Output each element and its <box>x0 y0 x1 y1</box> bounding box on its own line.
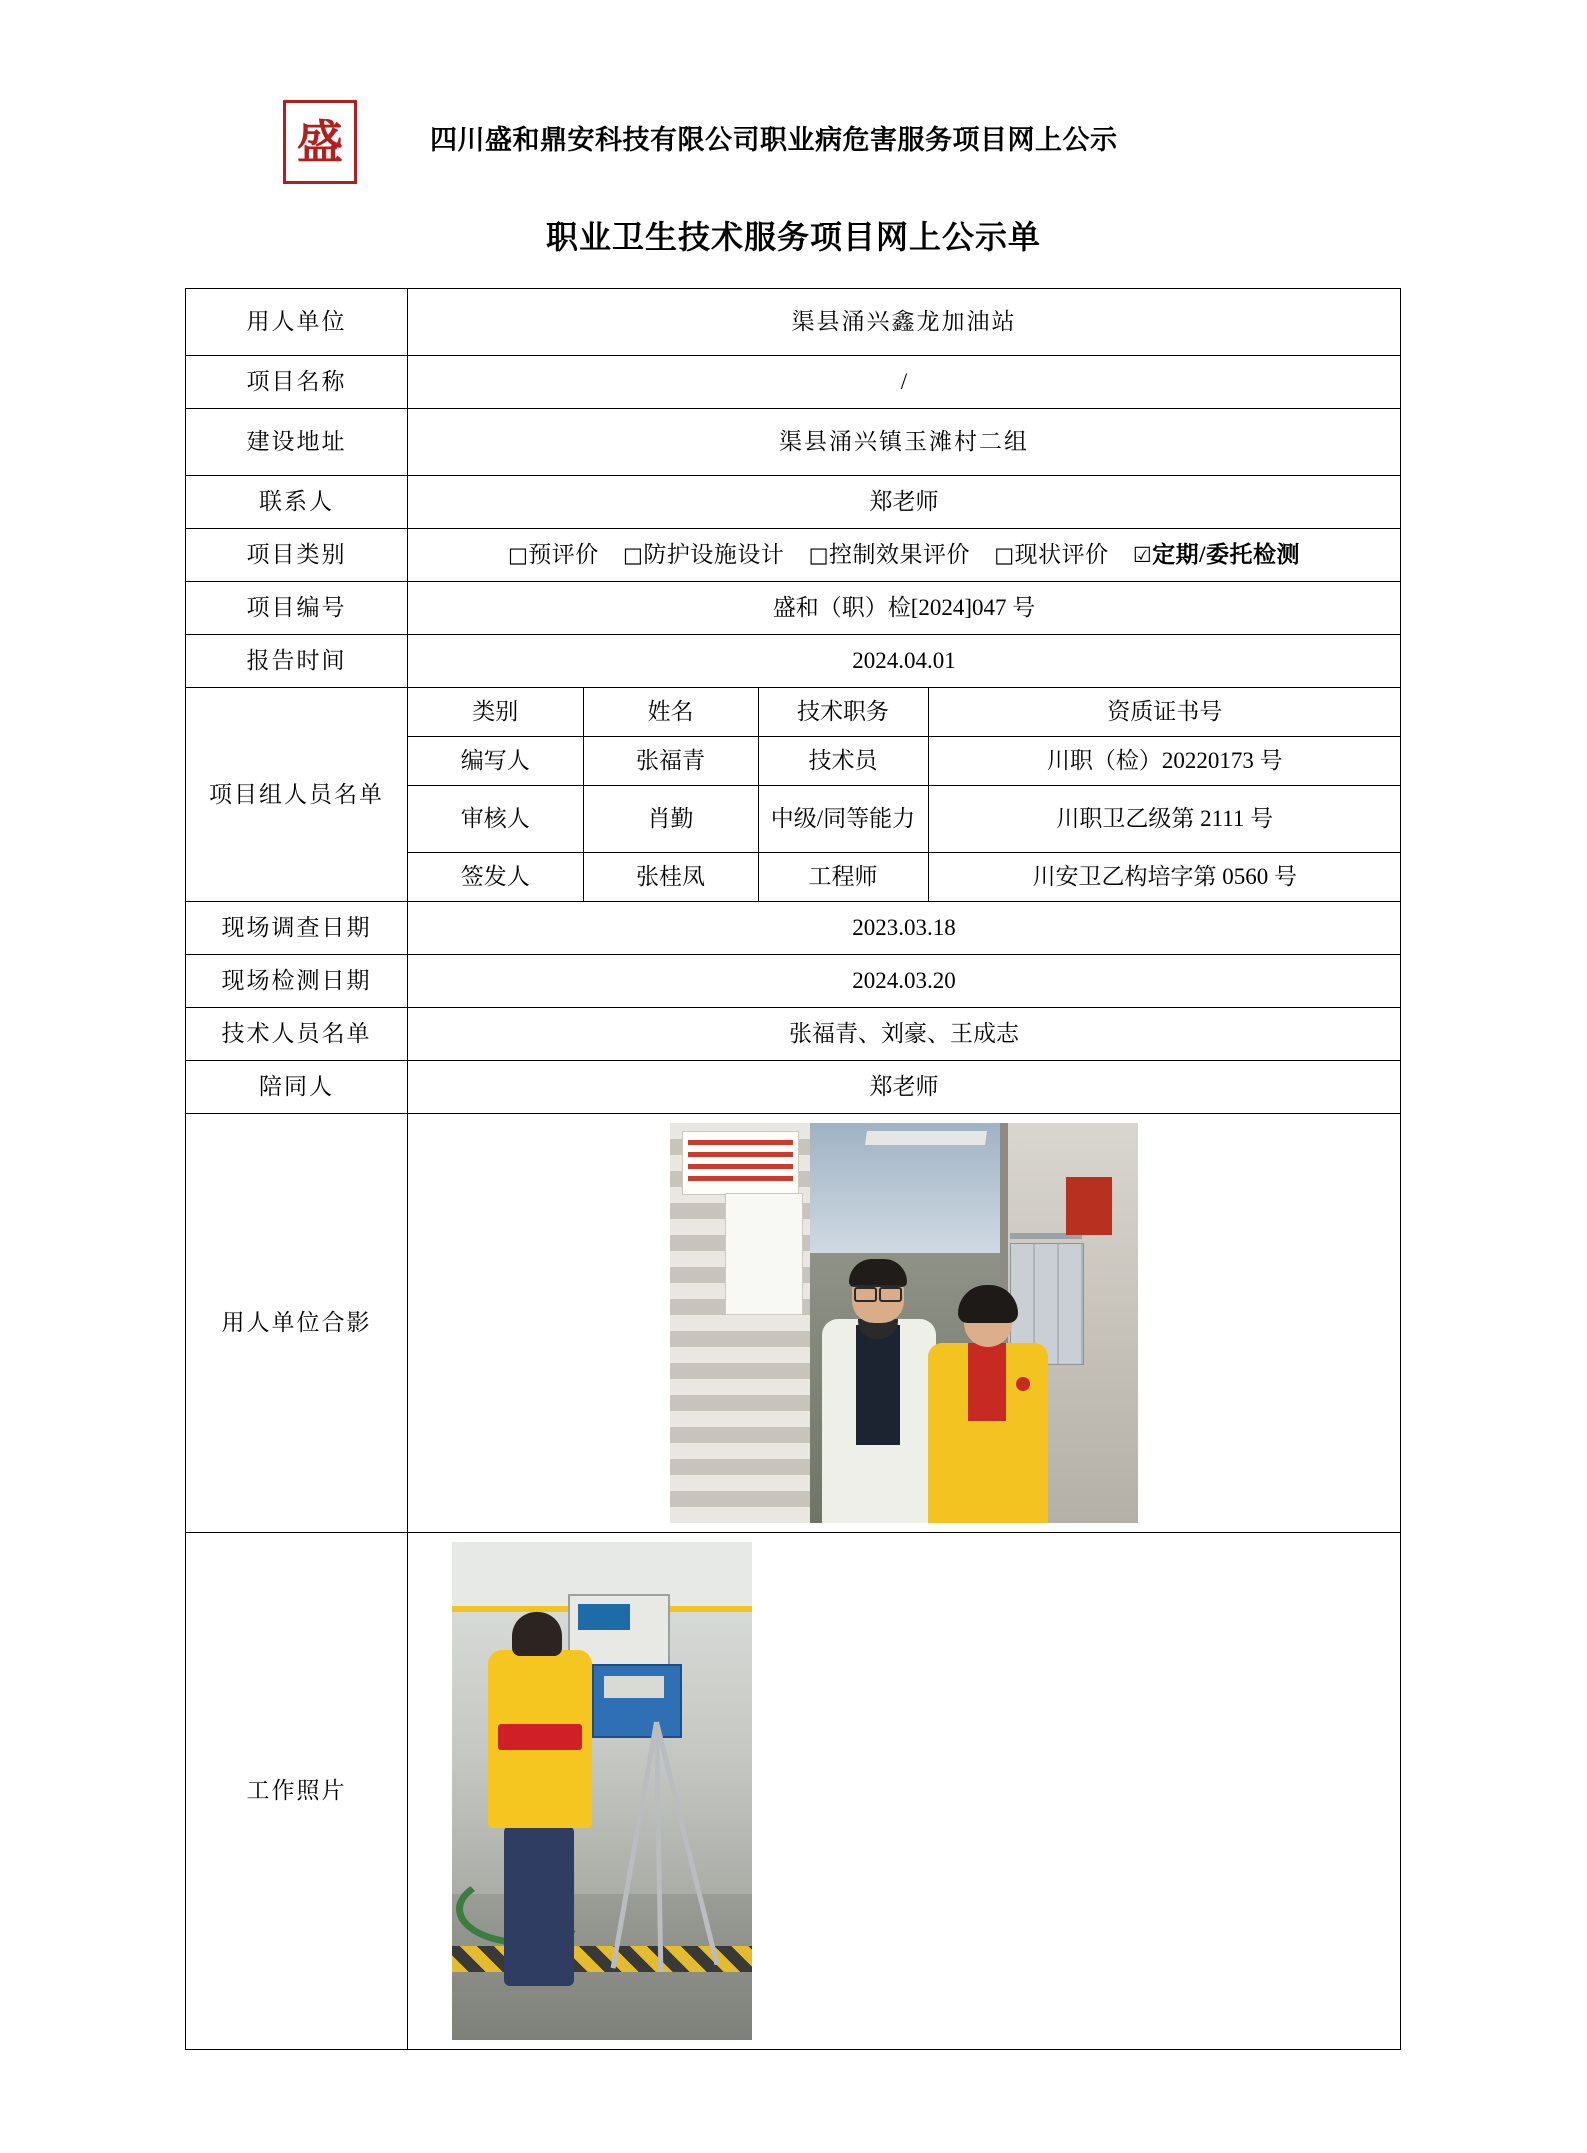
team-r1-c1: 肖勤 <box>583 786 758 853</box>
table-row-work-photo <box>186 1533 1401 2050</box>
table-row-report-date <box>186 635 1401 688</box>
group-photo-label: 用人单位合影 <box>186 1114 408 1533</box>
team-label: 项目组人员名单 <box>186 688 408 902</box>
project-name-label: 项目名称 <box>186 356 408 409</box>
contact-label: 联系人 <box>186 476 408 529</box>
category-option-3[interactable] <box>994 539 1108 570</box>
project-name-value: / <box>408 356 1401 409</box>
table-row <box>408 786 1401 853</box>
table-row-contact <box>186 476 1401 529</box>
address-label: 建设地址 <box>186 409 408 476</box>
table-row-group-photo <box>186 1114 1401 1533</box>
photo-ceiling-light <box>865 1131 987 1145</box>
category-option-4[interactable] <box>1133 539 1300 570</box>
project-no-label: 项目编号 <box>186 582 408 635</box>
photo-person-male <box>818 1263 940 1523</box>
team-r1-c3: 川职卫乙级第 2111 号 <box>928 786 1401 853</box>
publicity-form-table <box>185 288 1400 2050</box>
table-row <box>408 737 1401 786</box>
company-title: 四川盛和鼎安科技有限公司职业病危害服务项目网上公示 <box>430 125 1118 155</box>
checkbox-icon-0: □ <box>507 543 529 568</box>
contact-value: 郑老师 <box>408 476 1401 529</box>
table-row <box>408 853 1401 902</box>
group-photo-image <box>670 1123 1138 1523</box>
photo-poster-top <box>682 1131 799 1195</box>
category-option-2[interactable] <box>809 539 970 570</box>
team-r0-c3: 川职（检）20220173 号 <box>928 737 1401 786</box>
company-logo <box>277 96 363 188</box>
team-r0-c1: 张福青 <box>583 737 758 786</box>
category-options <box>408 529 1401 582</box>
team-r2-c3: 川安卫乙构培字第 0560 号 <box>928 853 1401 902</box>
team-r2-c2: 工程师 <box>758 853 928 902</box>
tech-staff-label: 技术人员名单 <box>186 1008 408 1061</box>
checkbox-icon-3: □ <box>994 543 1015 568</box>
work-photo-image <box>452 1542 752 2040</box>
category-option-label-2: 控制效果评价 <box>828 542 970 568</box>
photo-person-female <box>928 1291 1048 1523</box>
team-header-1: 姓名 <box>583 688 758 737</box>
checkbox-icon-2: □ <box>808 543 829 568</box>
photo-banner <box>1066 1177 1112 1235</box>
report-date-value: 2024.04.01 <box>408 635 1401 688</box>
group-photo-cell <box>408 1114 1401 1533</box>
work-photo-label: 工作照片 <box>186 1533 408 2050</box>
document-header <box>0 96 1587 188</box>
project-no-value: 盛和（职）检[2024]047 号 <box>408 582 1401 635</box>
logo-char: 盛 <box>283 100 357 184</box>
tripod <box>602 1722 712 2002</box>
category-option-label-3: 现状评价 <box>1014 542 1109 568</box>
address-value: 渠县涌兴镇玉滩村二组 <box>408 409 1401 476</box>
table-row-accompany <box>186 1061 1401 1114</box>
survey-date-value: 2023.03.18 <box>408 902 1401 955</box>
report-date-label: 报告时间 <box>186 635 408 688</box>
test-date-value: 2024.03.20 <box>408 955 1401 1008</box>
team-header-row <box>408 688 1401 737</box>
photo-poster-board <box>725 1193 803 1315</box>
survey-date-label: 现场调查日期 <box>186 902 408 955</box>
table-row-employer <box>186 289 1401 356</box>
employer-label: 用人单位 <box>186 289 408 356</box>
work-photo-cell <box>408 1533 1401 2050</box>
team-r0-c0: 编写人 <box>408 737 583 786</box>
page-title: 职业卫生技术服务项目网上公示单 <box>545 219 1041 255</box>
team-header-0: 类别 <box>408 688 583 737</box>
team-r0-c2: 技术员 <box>758 737 928 786</box>
accompany-value: 郑老师 <box>408 1061 1401 1114</box>
table-row-address <box>186 409 1401 476</box>
table-row-tech-staff <box>186 1008 1401 1061</box>
category-label: 项目类别 <box>186 529 408 582</box>
team-r1-c2: 中级/同等能力 <box>758 786 928 853</box>
checkbox-icon-1: □ <box>623 543 644 568</box>
accompany-label: 陪同人 <box>186 1061 408 1114</box>
table-row-test-date <box>186 955 1401 1008</box>
team-subtable <box>408 688 1401 901</box>
table-row-project-no <box>186 582 1401 635</box>
employer-value: 渠县涌兴鑫龙加油站 <box>408 289 1401 356</box>
category-option-label-1: 防护设施设计 <box>643 542 785 568</box>
photo-worker <box>482 1612 594 2012</box>
table-row-team <box>186 688 1401 902</box>
table-row-project-name <box>186 356 1401 409</box>
table-row-survey-date <box>186 902 1401 955</box>
test-date-label: 现场检测日期 <box>186 955 408 1008</box>
team-r1-c0: 审核人 <box>408 786 583 853</box>
team-header-2: 技术职务 <box>758 688 928 737</box>
category-option-0[interactable] <box>508 539 599 570</box>
checkbox-icon-4: ☑ <box>1132 543 1153 568</box>
team-header-3: 资质证书号 <box>928 688 1401 737</box>
tech-staff-value: 张福青、刘豪、王成志 <box>408 1008 1401 1061</box>
category-option-label-4: 定期/委托检测 <box>1152 542 1301 568</box>
category-option-1[interactable] <box>623 539 784 570</box>
team-r2-c1: 张桂凤 <box>583 853 758 902</box>
table-row-category <box>186 529 1401 582</box>
team-r2-c0: 签发人 <box>408 853 583 902</box>
team-table-cell <box>408 688 1401 902</box>
category-option-label-0: 预评价 <box>528 542 599 568</box>
